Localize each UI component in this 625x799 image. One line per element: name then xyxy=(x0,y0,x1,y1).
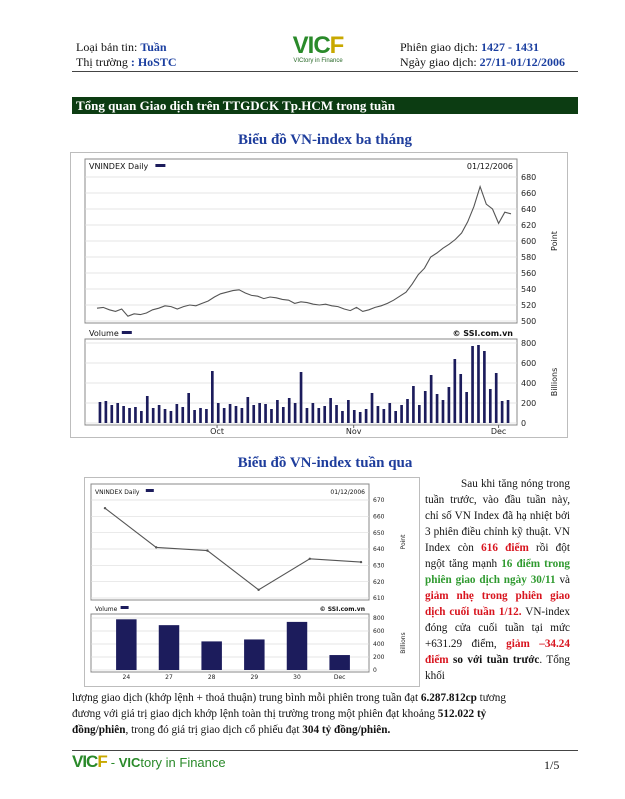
para-616: 616 điểm xyxy=(481,542,529,554)
price-legend-swatch xyxy=(155,164,165,167)
chart-3months xyxy=(70,152,568,438)
volume-bar xyxy=(359,412,362,423)
para-line1-end: tương xyxy=(479,692,506,704)
x-tick-label: Dec xyxy=(333,674,346,681)
volume-bar xyxy=(223,408,226,423)
volume-bar xyxy=(507,400,510,423)
volume-source: © SSI.com.vn xyxy=(319,606,365,613)
volume-bar xyxy=(264,404,267,423)
volume-axis-label: Billions xyxy=(550,367,559,397)
volume-bar xyxy=(187,393,190,423)
volume-tick-label: 200 xyxy=(521,398,537,408)
volume-legend-swatch xyxy=(121,606,129,609)
volume-bar xyxy=(465,392,468,423)
volume-bar xyxy=(201,641,221,670)
volume-bar xyxy=(181,407,184,423)
volume-bar xyxy=(258,403,261,423)
volume-bar xyxy=(146,396,149,423)
volume-bar xyxy=(394,411,397,423)
volume-bar xyxy=(235,406,238,423)
para-unit: đồng/phiên xyxy=(72,724,126,736)
date-label: Ngày giao dịch: xyxy=(400,55,477,69)
price-point xyxy=(104,507,106,509)
para-rise: tăng mạnh xyxy=(448,558,498,570)
volume-bar xyxy=(116,619,136,670)
price-tick-label: 640 xyxy=(373,546,385,554)
price-tick-label: 600 xyxy=(521,236,537,246)
date-value: 27/11-01/12/2006 xyxy=(479,55,565,69)
volume-bar xyxy=(193,410,196,423)
volume-tick-label: 0 xyxy=(521,418,527,428)
volume-bar xyxy=(306,408,309,423)
price-tick-label: 580 xyxy=(521,252,537,262)
volume-bar xyxy=(282,407,285,423)
volume-tick-label: 600 xyxy=(373,628,385,636)
footer-logo-text: VIC xyxy=(72,752,98,771)
footer-rule xyxy=(72,750,578,751)
para-intro: Sau khi tăng nóng trong tuần trước, vào đầu tuần này, chỉ số VN Index đã hạ nhiệt bởi 3 phiên điều chỉnh kỹ thuật. VN Index còn xyxy=(425,478,570,554)
x-tick-label: 29 xyxy=(250,674,259,681)
volume-bar xyxy=(347,400,350,423)
x-tick-label: 30 xyxy=(293,674,301,681)
price-point xyxy=(155,546,157,548)
volume-bar xyxy=(406,399,409,423)
volume-bar xyxy=(489,389,492,423)
volume-tick-label: 600 xyxy=(521,358,537,368)
price-tick-label: 610 xyxy=(373,595,385,603)
logo-text: VIC xyxy=(292,32,330,59)
section1-title: Biểu đồ VN-index ba tháng xyxy=(238,132,412,148)
volume-tick-label: 800 xyxy=(373,615,385,623)
price-tick-label: 560 xyxy=(521,268,537,278)
session-label: Phiên giao dịch: xyxy=(400,40,478,54)
footer-tag-vic: VIC xyxy=(118,755,141,770)
price-tick-label: 620 xyxy=(373,578,385,586)
report-type-value: Tuần xyxy=(140,40,167,54)
volume-tick-label: 0 xyxy=(373,667,377,675)
volume-bar xyxy=(170,411,173,423)
price-axis-label: Point xyxy=(550,231,559,251)
volume-bar xyxy=(176,404,179,423)
volume-bar xyxy=(383,409,386,423)
para-close: VN-index đóng cửa cuối tuần tại mức +631.29 điểm, xyxy=(425,606,570,650)
volume-bar xyxy=(353,410,356,423)
volume-bar xyxy=(122,406,125,423)
report-type xyxy=(76,40,167,55)
volume-tick-label: 400 xyxy=(373,641,385,649)
volume-bar xyxy=(140,411,143,423)
page-number: 1/5 xyxy=(544,758,560,772)
volume-bar xyxy=(329,655,349,670)
volume-bar xyxy=(400,405,403,423)
price-tick-label: 520 xyxy=(521,300,537,310)
volume-bar xyxy=(164,409,167,423)
chart-week xyxy=(84,477,420,687)
footer-logo xyxy=(72,752,226,772)
volume-bar xyxy=(424,391,427,423)
volume-bar xyxy=(152,408,155,423)
volume-bar xyxy=(418,405,421,423)
price-point xyxy=(360,561,362,563)
report-type-label: Loại bản tin: xyxy=(76,40,138,54)
volume-bar xyxy=(459,374,462,423)
volume-bar xyxy=(300,372,303,423)
price-point xyxy=(206,549,208,551)
price-tick-label: 500 xyxy=(521,316,537,326)
volume-bar xyxy=(453,359,456,423)
volume-bar xyxy=(294,403,297,423)
volume-bar xyxy=(323,406,326,423)
volume-tick-label: 800 xyxy=(521,338,537,348)
volume-tick-label: 200 xyxy=(373,654,385,662)
volume-bar xyxy=(241,408,244,423)
volume-bar xyxy=(246,397,249,423)
volume-bar xyxy=(288,398,291,423)
para-line3: , trong đó giá trị giao dịch cổ phiếu đạt xyxy=(125,724,300,736)
volume-bar xyxy=(134,407,137,423)
volume-bar xyxy=(199,408,202,423)
para-trade-value: 512.022 tỷ xyxy=(437,708,487,720)
volume-bar xyxy=(471,346,474,423)
logo-text-f: F xyxy=(329,32,344,59)
volume-bar xyxy=(377,406,380,423)
volume-bar xyxy=(99,402,102,423)
volume-bar xyxy=(205,409,208,423)
price-tick-label: 620 xyxy=(521,220,537,230)
logo-tagline: VICtory in Finance xyxy=(293,58,343,64)
volume-tick-label: 400 xyxy=(521,378,537,388)
x-tick-label: Dec xyxy=(490,427,507,436)
volume-bar xyxy=(483,351,486,423)
volume-bar xyxy=(270,409,273,423)
chart-week-svg xyxy=(85,478,419,686)
volume-bar xyxy=(365,409,368,423)
footer-tag-rest: tory in Finance xyxy=(140,755,226,770)
market-label: Thị trường xyxy=(76,55,128,69)
price-tick-label: 640 xyxy=(521,204,537,214)
para-line1: lượng giao dịch (khớp lệnh + thoả thuận) trung bình mỗi phiên trong tuần đạt xyxy=(72,692,419,704)
volume-bar xyxy=(412,386,415,423)
para-fall: giảm nhẹ trong phiên giao dịch cuối tuần 1/12. xyxy=(425,590,570,618)
volume-bar xyxy=(371,393,374,423)
x-tick-label: 24 xyxy=(122,674,131,681)
x-tick-label: Nov xyxy=(345,427,362,436)
summary-paragraph-side xyxy=(425,476,570,684)
volume-bar xyxy=(252,405,255,423)
header-logo xyxy=(282,34,354,64)
price-tick-label: 670 xyxy=(373,497,385,505)
volume-bar xyxy=(287,622,307,670)
volume-axis-label: Billions xyxy=(400,632,407,654)
trade-date xyxy=(400,55,565,70)
para-line2: đương với giá trị giao dịch khớp lệnh toàn thị trường trong một phiên đạt khoảng xyxy=(72,708,435,720)
volume-bar xyxy=(276,400,279,423)
volume-bar xyxy=(317,408,320,423)
header-rule xyxy=(72,71,578,72)
x-tick-label: 27 xyxy=(165,674,173,681)
footer-logo-f: F xyxy=(97,752,107,771)
volume-title: Volume xyxy=(89,329,119,338)
volume-bar xyxy=(436,394,439,423)
volume-title: Volume xyxy=(95,606,118,613)
volume-bar xyxy=(229,404,232,423)
price-date: 01/12/2006 xyxy=(466,162,513,171)
volume-bar xyxy=(159,625,179,670)
para-then: rồi đột ngột xyxy=(425,542,570,570)
volume-bar xyxy=(448,387,451,423)
section-banner: Tổng quan Giao dịch trên TTGDCK Tp.HCM trong tuần xyxy=(72,97,578,114)
volume-bar xyxy=(158,405,161,423)
price-panel xyxy=(91,484,369,600)
x-tick-label: Oct xyxy=(210,427,224,436)
price-point xyxy=(257,589,259,591)
para-avg-volume: 6.287.812cp xyxy=(420,692,477,704)
volume-legend-swatch xyxy=(122,331,132,334)
volume-bar xyxy=(128,408,131,423)
summary-paragraph-full xyxy=(72,690,572,738)
volume-bar xyxy=(442,400,445,423)
x-tick-label: 28 xyxy=(207,674,216,681)
para-stock-value: 304 tỷ đồng/phiên. xyxy=(302,724,391,736)
price-axis-label: Point xyxy=(400,534,407,550)
footer-dash: - xyxy=(110,755,119,770)
price-tick-label: 660 xyxy=(521,188,537,198)
para-and: và xyxy=(559,574,571,586)
price-tick-label: 630 xyxy=(373,562,385,570)
price-legend-swatch xyxy=(146,489,154,492)
price-title: VNINDEX Daily xyxy=(95,489,140,496)
volume-bar xyxy=(341,411,344,423)
volume-bar xyxy=(217,403,220,423)
market xyxy=(76,55,177,70)
volume-bar xyxy=(477,345,480,423)
volume-bar xyxy=(110,405,113,423)
section2-title: Biểu đồ VN-index tuần qua xyxy=(237,455,413,471)
chart-3months-svg xyxy=(71,153,567,437)
session xyxy=(400,40,539,55)
volume-bar xyxy=(430,375,433,423)
para-total: . Tổng khối xyxy=(425,654,570,682)
volume-bar xyxy=(116,403,119,423)
volume-bar xyxy=(244,639,264,670)
price-date: 01/12/2006 xyxy=(330,489,365,496)
price-tick-label: 540 xyxy=(521,284,537,294)
para-vs-last-week: so với tuần trước xyxy=(453,654,540,666)
para-drop: giảm –34.24 điểm xyxy=(425,638,570,666)
volume-bar xyxy=(329,398,332,423)
price-point xyxy=(309,558,311,560)
market-value: : HoSTC xyxy=(130,55,177,69)
para-rise-value: 16 điểm trong phiên giao dịch ngày 30/11 xyxy=(425,558,571,586)
session-value: 1427 - 1431 xyxy=(481,40,539,54)
volume-bar xyxy=(211,371,214,423)
volume-bar xyxy=(312,403,315,423)
volume-bar xyxy=(105,401,108,423)
volume-bar xyxy=(495,373,498,423)
price-tick-label: 660 xyxy=(373,513,385,521)
volume-bar xyxy=(501,401,504,423)
price-tick-label: 680 xyxy=(521,172,537,182)
volume-bar xyxy=(388,403,391,423)
price-title: VNINDEX Daily xyxy=(89,162,149,171)
volume-source: © SSI.com.vn xyxy=(452,329,513,338)
volume-bar xyxy=(335,405,338,423)
price-tick-label: 650 xyxy=(373,529,385,537)
